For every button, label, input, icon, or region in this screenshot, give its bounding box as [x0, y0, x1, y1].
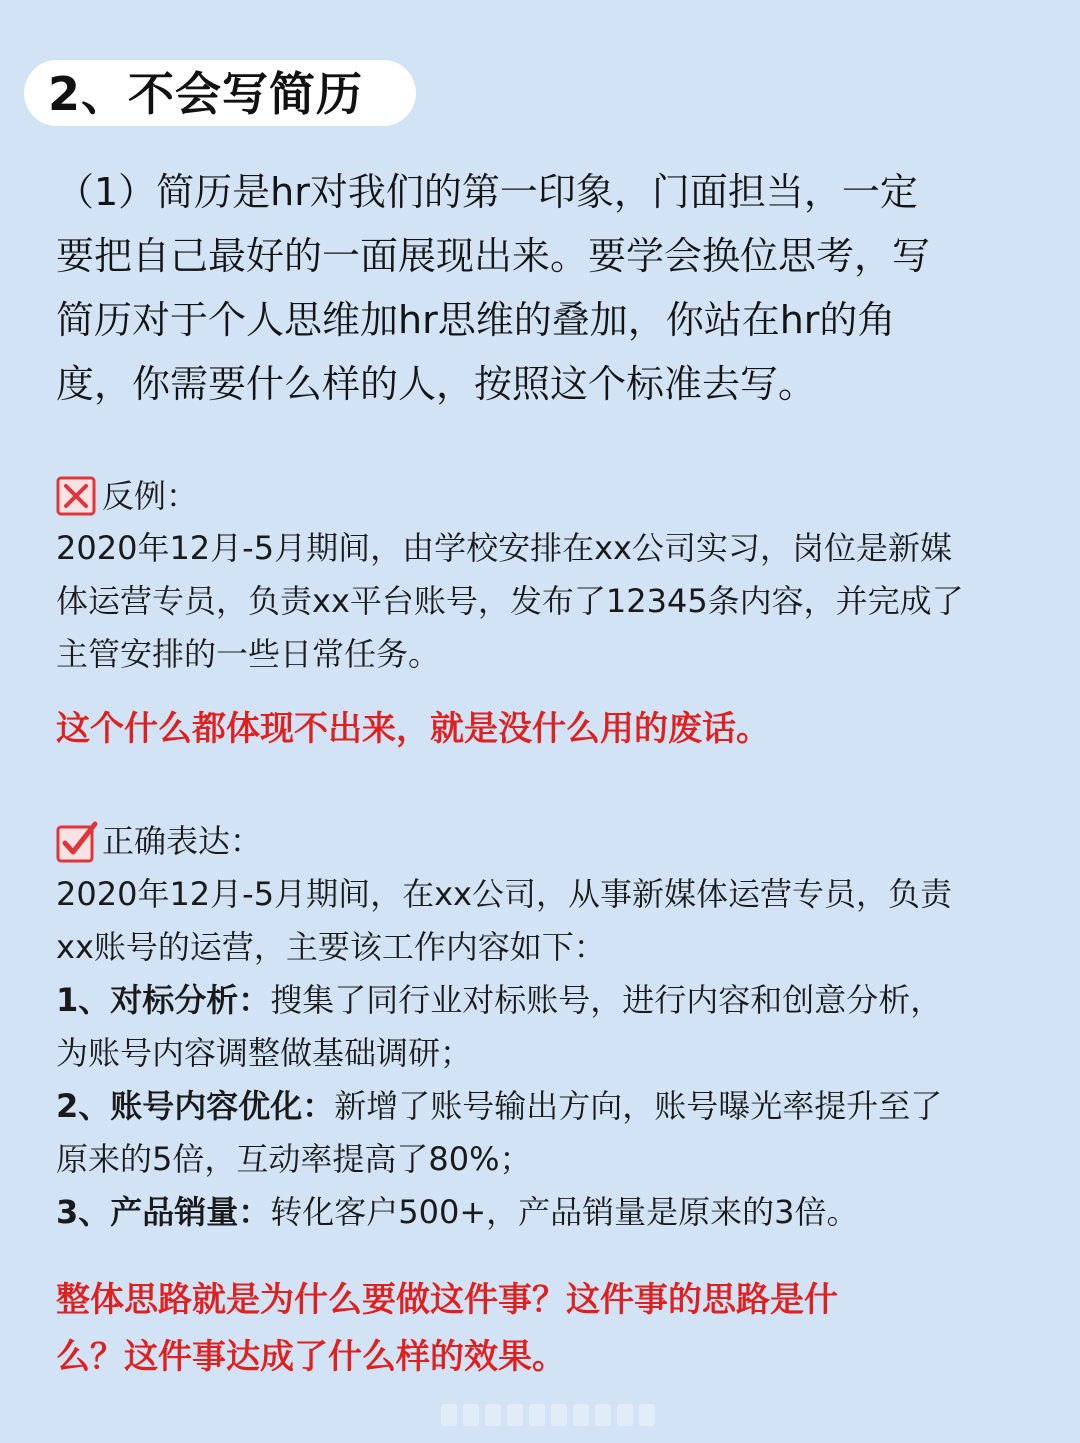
work-item-heading: 3、产品销量：: [56, 1193, 271, 1231]
correct-intro-line: 2020年12月-5月期间，在xx公司，从事新媒体运营专员，负责: [56, 875, 952, 913]
work-item-continuation: 为账号内容调整做基础调研；: [56, 1034, 473, 1072]
summary-line: 整体思路就是为什么要做这件事？这件事的思路是什: [56, 1280, 838, 1320]
work-item-text: 搜集了同行业对标账号，进行内容和创意分析，: [270, 981, 943, 1019]
x-box-icon: [56, 476, 96, 516]
work-item: [56, 1186, 1046, 1239]
intro-line: 度，你需要什么样的人，按照这个标准去写。: [56, 362, 817, 406]
work-item-heading: 2、账号内容优化：: [56, 1087, 335, 1125]
check-box-icon: [56, 821, 96, 861]
work-item: [56, 1080, 1046, 1133]
correct-example-body: [56, 868, 1046, 1239]
counter-example-body: [56, 522, 1046, 681]
work-item: [56, 974, 1046, 1027]
page-title: 2、不会写简历: [48, 67, 364, 121]
comment-line: 这个什么都体现不出来，就是没什么用的废话。: [56, 709, 770, 749]
counter-example-label: 反例：: [102, 477, 199, 515]
counter-example-comment: [56, 704, 1036, 754]
work-item-heading: 1、对标分析：: [56, 981, 271, 1019]
summary-line: 么？这件事达成了什么样的效果。: [56, 1337, 566, 1377]
watermark: [441, 1404, 655, 1426]
counter-example-line: 2020年12月-5月期间，由学校安排在xx公司实习，岗位是新媒: [56, 529, 952, 567]
intro-paragraph: [56, 160, 1036, 416]
work-item-continuation: 原来的5倍，互动率提高了80%；: [56, 1140, 532, 1178]
work-item-text: 新增了账号输出方向，账号曝光率提升至了: [334, 1087, 943, 1125]
intro-line: （1）简历是hr对我们的第一印象，门面担当，一定: [56, 170, 918, 214]
correct-intro-line: xx账号的运营，主要该工作内容如下：: [56, 928, 606, 966]
work-item-text: 转化客户500+，产品销量是原来的3倍。: [270, 1193, 859, 1231]
intro-line: 要把自己最好的一面展现出来。要学会换位思考，写: [56, 234, 931, 278]
counter-example-header: [56, 473, 198, 519]
counter-example-line: 主管安排的一些日常任务。: [56, 635, 441, 673]
summary-note: [56, 1272, 1036, 1386]
intro-line: 简历对于个人思维加hr思维的叠加，你站在hr的角: [56, 298, 896, 342]
counter-example-line: 体运营专员，负责xx平台账号，发布了12345条内容，并完成了: [56, 582, 964, 620]
correct-example-header: [56, 818, 262, 864]
correct-example-label: 正确表达：: [102, 822, 263, 860]
